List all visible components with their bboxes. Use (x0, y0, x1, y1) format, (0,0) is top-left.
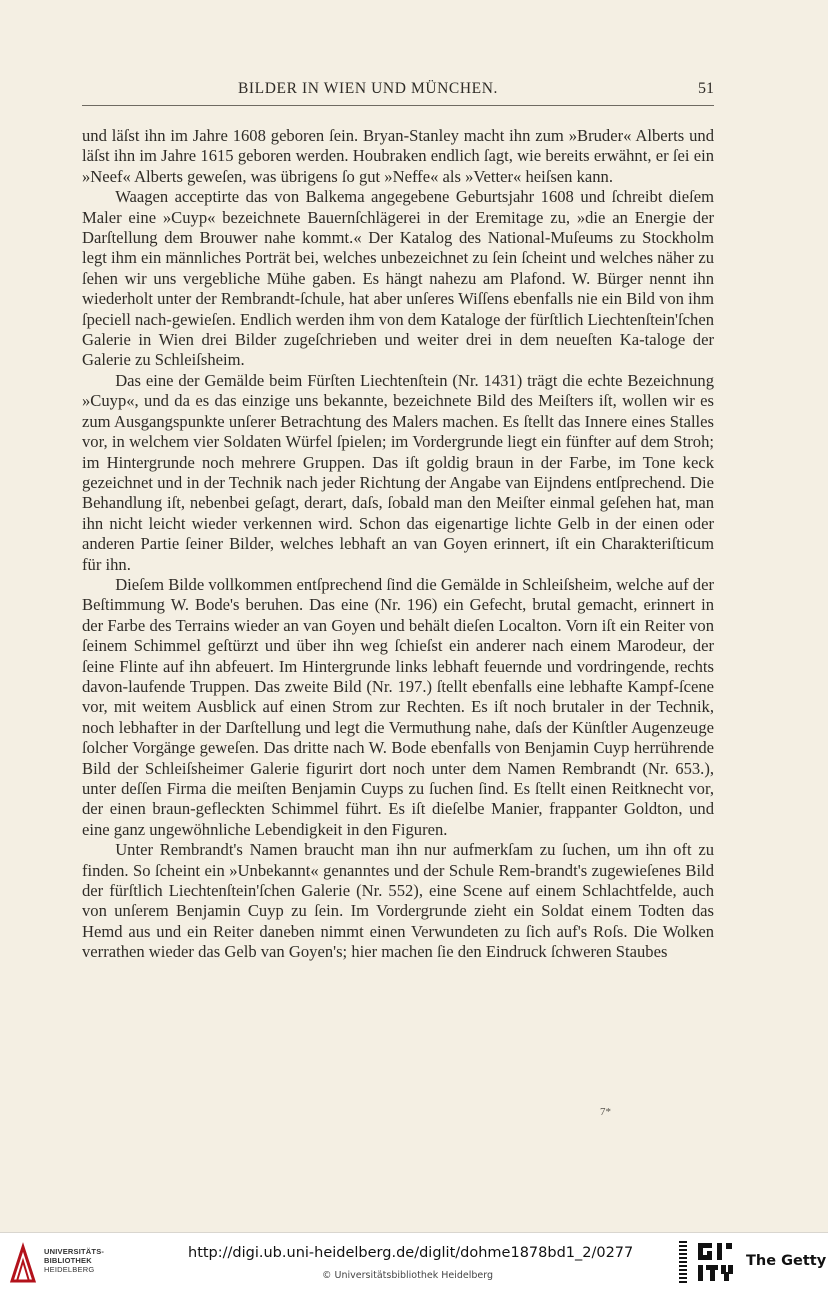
signature-mark: 7* (600, 1106, 611, 1118)
university-line-3: HEIDELBERG (44, 1265, 95, 1274)
footer-bar (0, 1232, 828, 1293)
paragraph-1: und läſst ihn im Jahre 1608 geboren ſein. Bryan-Stanley macht ihn zum »Bruder« Alberts und läſst ihn im Jahre 1615 geboren werden. Houbraken endlich ſagt, wie bereits erwähnt, er ſei ein »Neef« Alberts geweſen, was übrigens ſo gut »Neffe« als »Vetter« heiſsen kann. (82, 126, 714, 186)
university-name (44, 1247, 104, 1274)
paragraph-4: Dieſem Bilde vollkommen entſprechend ſind die Gemälde in Schleiſsheim, welche auf der Beſtimmung W. Bode's beruhen. Das eine (Nr. 196) ein Gefecht, brutal gemacht, erinnert in der Farbe des Terrains wieder an van Goyen und behält dieſen Localton. Vorn iſt ein Reiter von ſeinem Schimmel geſtürzt und über ihn weg ſchieſst ein anderer nach einem Marodeur, der ſeine Flinte auf ihn abfeuert. Im Hintergrunde links lebhaft feuernde und vordringende, rechts davon-laufende Truppen. Das zweite Bild (Nr. 197.) ſtellt ebenfalls eine lebhafte Kampf-ſcene vor, mit weitem Ausblick auf einen Strom zur Rechten. Es iſt noch brutaler in der Technik, noch lebhafter in der Darſtellung und legt die Vermuthung nahe, daſs der Künſtler Augenzeuge ſolcher Vorgänge geweſen. Das dritte nach W. Bode ebenfalls von Benjamin Cuyp herrührende Bild der Schleiſsheimer Galerie figurirt dort noch unter dem Namen Rembrandt (Nr. 653.), unter deſſen Firma die meiſten Benjamin Cuyps zu ſuchen ſind. Es ſtellt einen Reitknecht vor, der einen braun-gefleckten Schimmel führt. Es iſt dieſelbe Manier, frappanter Goldton, und eine ganz ungewöhnliche Lebendigkeit in den Figuren. (82, 574, 714, 839)
university-line-1: UNIVERSITÄTS- (44, 1247, 105, 1256)
body-text (82, 126, 714, 963)
university-logo-icon (8, 1241, 38, 1285)
barcode-icon (679, 1241, 687, 1285)
paragraph-5: Unter Rembrandt's Namen braucht man ihn nur aufmerkſam zu ſuchen, um ihn oft zu finden. So ſcheint ein »Unbekannt« genanntes und der Schule Rem-brandt's zugewieſenes Bild der fürſtlich Liechtenſtein'ſchen Galerie (Nr. 552), eine Scene auf einem Schlachtfelde, auch von unſerem Benjamin Cuyp zu ſein. Im Vordergrunde zieht ein Soldat einem Todten das Hemd aus und ein Reiter daneben nimmt einen Verwundeten zu ſich auf's Roſs. Die Wolken verrathen wieder das Gelb van Goyen's; hier machen ſie den Eindruck ſchweren Staubes (82, 840, 714, 962)
paragraph-3: Das eine der Gemälde beim Fürſten Liechtenſtein (Nr. 1431) trägt die echte Bezeichnung »Cuyp«, und da es das einzige uns bekannte, bezeichnete Bild des Meiſters iſt, wollen wir es zum Ausgangspunkte unſerer Betrachtung des Malers machen. Es ſtellt das Innere eines Stalles vor, in welchem vier Soldaten Würfel ſpielen; im Vordergrunde liegt ein fünfter auf dem Stroh; im Hintergrunde noch mehrere Gruppen. Das iſt goldig braun in der Farbe, im Tone keck gezeichnet und in der Technik nach jeder Richtung der Angabe van Eijndens entſprechend. Die Behandlung iſt, nebenbei geſagt, derart, daſs, ſobald man den Meiſter einmal geſehen hat, man ihn nicht leicht wieder verkennen wird. Schon das eigenartige lichte Gelb in der einen oder anderen Partie ſeiner Bilder, welches lebhaft an van Goyen erinnert, iſt ein Charakteriſticum für ihn. (82, 370, 714, 574)
university-line-2: BIBLIOTHEK (44, 1256, 92, 1265)
permalink-url[interactable]: http://digi.ub.uni-heidelberg.de/diglit/dohme1878bd1_2/0277 (188, 1245, 634, 1261)
running-title: BILDER IN WIEN UND MÜNCHEN. (237, 80, 498, 97)
partner-name: The Getty (746, 1253, 827, 1269)
copyright-notice: © Universitätsbibliothek Heidelberg (322, 1270, 494, 1281)
page-header (82, 80, 714, 104)
paragraph-2: Waagen acceptirte das von Balkema angegebene Geburtsjahr 1608 und ſchreibt dieſem Maler eine »Cuyp« bezeichnete Bauernſchlägerei in der Eremitage zu, »die an Energie der Darſtellung dem Brouwer nahe kommt.« Der Katalog des National-Muſeums zu Stockholm legt ihm ein männliches Porträt bei, welches unbezeichnet zu ſein ſcheint und welches näher zu ſehen wir uns vergebliche Mühe gaben. Es hängt nahezu am Plafond. W. Bürger nennt ihn wiederholt unter der Rembrandt-ſchule, hat aber unſeres Wiſſens ebenfalls nie ein Bild von ihm ſpeciell nach-gewieſen. Endlich werden ihm von dem Kataloge der fürſtlich Liechtenſtein'ſchen Galerie in Wien drei Bilder zugeſchrieben und weiter drei in dem neueſten Ka-taloge der Galerie zu Schleiſsheim. (82, 187, 714, 370)
page-number: 51 (698, 80, 714, 97)
header-rule (82, 105, 714, 106)
getty-logo-icon (696, 1241, 734, 1283)
